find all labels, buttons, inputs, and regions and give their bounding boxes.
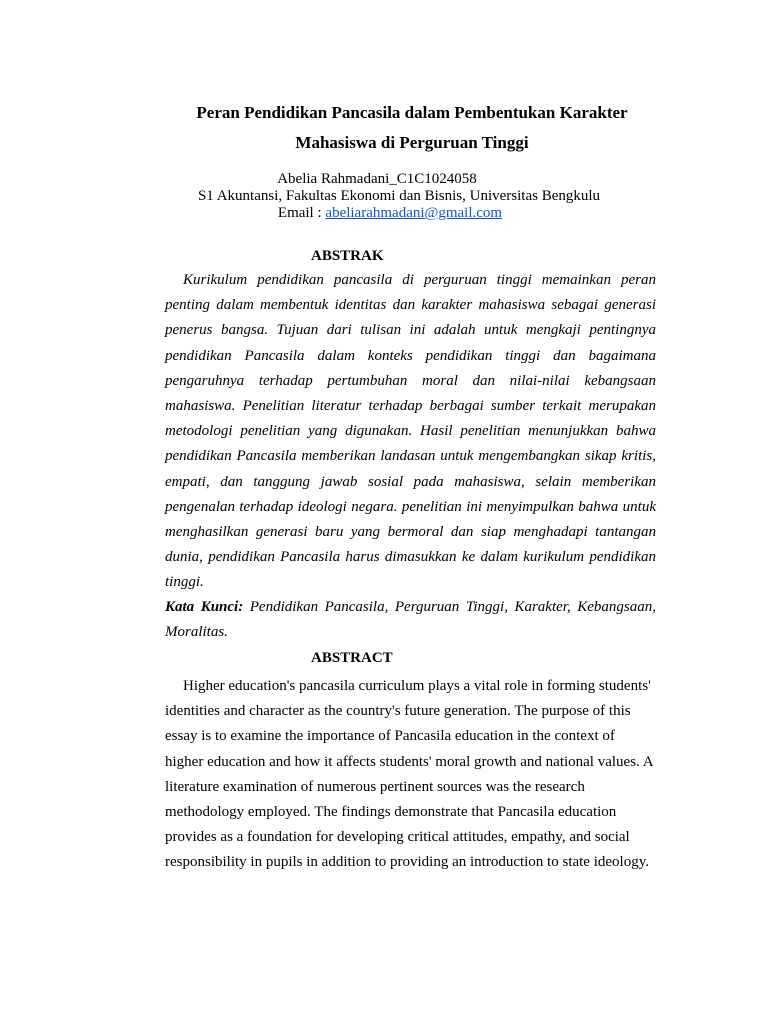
abstrak-heading: ABSTRAK xyxy=(311,248,384,264)
abstract-heading: ABSTRACT xyxy=(311,650,393,666)
paper-title-line-2: Mahasiswa di Perguruan Tinggi xyxy=(295,133,529,152)
keywords-label: Kata Kunci: xyxy=(165,599,244,615)
author-name: Abelia Rahmadani_C1C1024058 xyxy=(277,171,477,187)
abstrak-text: Kurikulum pendidikan pancasila di perguruan tinggi memainkan peran penting dalam membentuk identitas dan karakter mahasiswa sebagai generasi penerus bangsa. Tujuan dari tulisan ini adalah untuk mengkaji pentingnya pendidikan Pancasila dalam konteks pendidikan tinggi dan bagaimana pengaruhnya terhadap pertumbuhan moral dan nilai-nilai kebangsaan mahasiswa. Penelitian literatur terhadap berbagai sumber terkait merupakan metodologi penelitian yang digunakan. Hasil penelitian menunjukkan bahwa pendidikan Pancasila memberikan landasan untuk mengembangkan sikap kritis, empati, dan tanggung jawab sosial pada mahasiswa, selain memberikan pengenalan terhadap ideologi negara. penelitian ini menyimpulkan bahwa untuk menghasilkan generasi baru yang bermoral dan siap menghadapi tantangan dunia, pendidikan Pancasila harus dimasukkan ke dalam kurikulum pendidikan tinggi. xyxy=(165,272,656,591)
keywords xyxy=(165,595,656,645)
author-affiliation: S1 Akuntansi, Fakultas Ekonomi dan Bisnis, Universitas Bengkulu xyxy=(197,188,601,204)
abstract-text: Higher education's pancasila curriculum plays a vital role in forming students' identities and character as the country's future generation. The purpose of this essay is to examine the importance of Pancasila education in the context of higher education and how it affects students' moral growth and national values. A literature examination of numerous pertinent sources was the research methodology employed. The findings demonstrate that Pancasila education provides as a foundation for developing critical attitudes, empathy, and social responsibility in pupils in addition to providing an introduction to state ideology. xyxy=(165,678,653,871)
paper-title-line-1: Peran Pendidikan Pancasila dalam Pembentukan Karakter xyxy=(196,103,628,122)
author-email xyxy=(0,205,768,222)
email-link[interactable]: abeliarahmadani@gmail.com xyxy=(325,205,503,221)
email-label: Email : xyxy=(277,205,326,221)
keywords-text: Pendidikan Pancasila, Perguruan Tinggi, Karakter, Kebangsaan, Moralitas. xyxy=(165,599,656,641)
abstract-body xyxy=(165,674,656,876)
abstrak-body xyxy=(165,268,656,596)
